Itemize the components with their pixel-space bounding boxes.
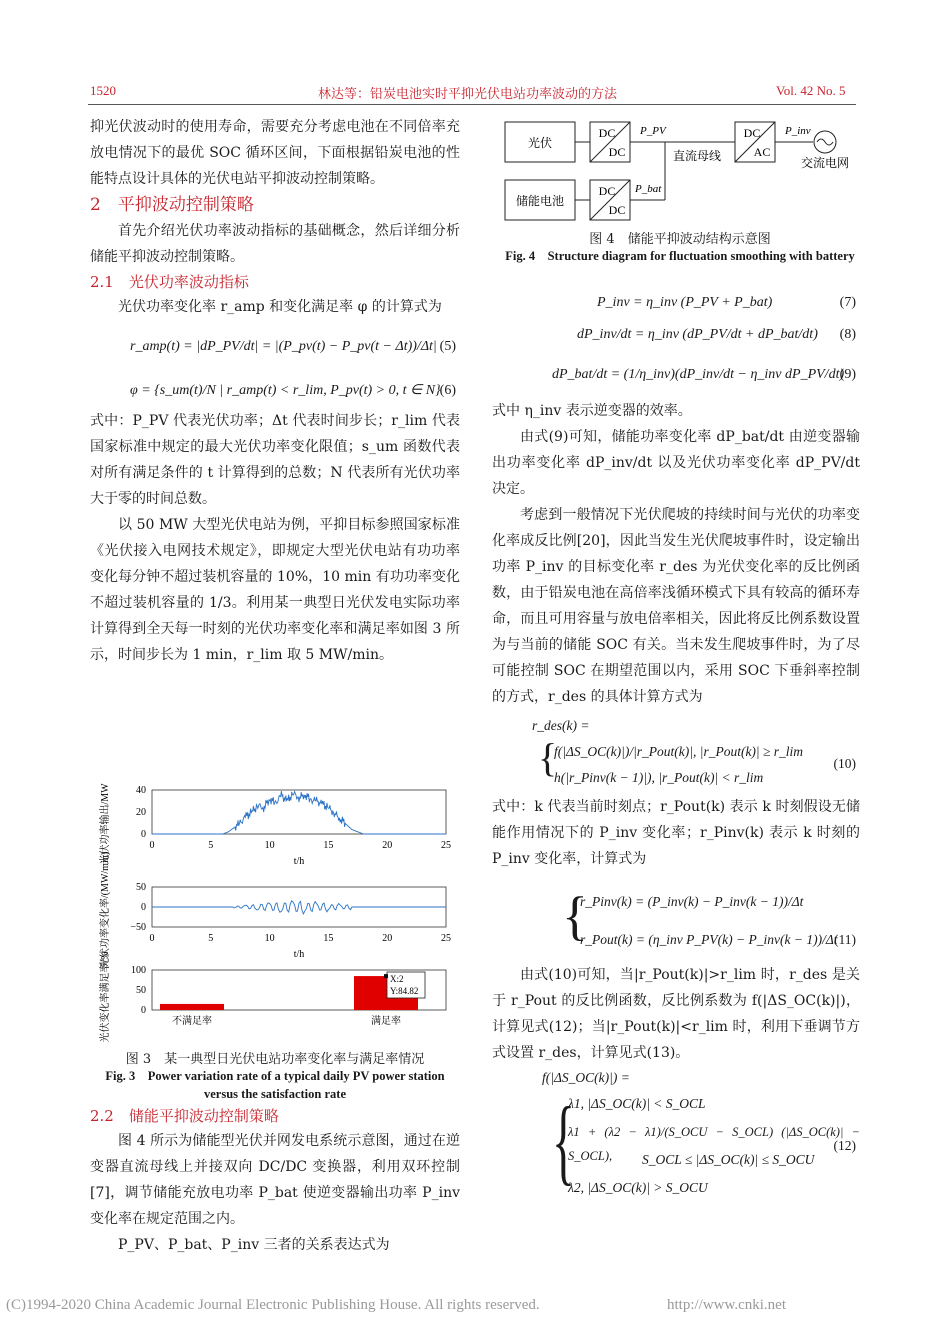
panel2-xtick: 5 (208, 933, 214, 944)
panel3-ytick: 50 (136, 985, 146, 996)
intro-paragraph: 抑光伏波动时的使用寿命，需要充分考虑电池在不同倍率充放电情况下的最优 SOC 循环区间，下面根据铅炭电池的性能特点设计具体的光伏电站平抑波动控制策略。 (90, 119, 460, 187)
p-inv-label: P_inv (785, 125, 811, 137)
equation-8-body: dP_inv/dt = η_inv (dP_PV/dt + dP_bat/dt) (577, 327, 818, 342)
panel2-ytick: 0 (141, 902, 146, 913)
dcac-bottom: AC (753, 145, 771, 159)
footer-copyright: (C)1994-2020 China Academic Journal Electronic Publishing House. All rights reserved. (6, 1297, 540, 1313)
equation-7-body: P_inv = η_inv (P_PV + P_bat) (597, 295, 773, 310)
bar-unsatisfied (160, 1004, 224, 1010)
figure-4-caption (495, 228, 865, 265)
figure-4 (495, 112, 865, 227)
panel1-xtick: 15 (323, 840, 334, 851)
panel1-xtick: 25 (441, 840, 451, 851)
footer (6, 1297, 946, 1314)
datatip-marker (384, 974, 388, 978)
dcdc2-bottom: DC (608, 203, 626, 217)
p-bat-label: P_bat (635, 183, 662, 195)
panel2-ytick: 50 (136, 882, 146, 893)
equation-7-number: (7) (839, 295, 856, 310)
panel2-ytick: −50 (130, 922, 146, 933)
y-axis-label-1: 光伏功率输出/MW (100, 783, 111, 865)
y-axis-label-2: 光伏功率变化率/(MW/min) (100, 851, 111, 969)
equation-10-number: (10) (833, 756, 856, 771)
panel2-xlabel: t/h (293, 949, 305, 960)
equation-6 (90, 370, 460, 408)
equation-10-line1: f(|ΔS_OC(k)|)/|r_Pout(k)|, |r_Pout(k)| ≥ r_lim (554, 744, 804, 759)
dcac-top: DC (743, 126, 761, 140)
panel1-xlabel: t/h (293, 856, 305, 867)
bar-category-label: 不满足率 (172, 1016, 212, 1027)
panel1-xtick: 5 (208, 840, 214, 851)
grid-label: 交流电网 (800, 156, 850, 170)
equation-9 (492, 352, 860, 398)
datatip-y: Y:84.82 (390, 986, 419, 996)
y-axis-label-3: 光伏变化率满足率/% (100, 951, 111, 1043)
figure-3-caption (90, 1042, 460, 1103)
equation-10-line2: h(|r_Pinv(k − 1)|), |r_Pout(k)| < r_lim (554, 770, 764, 785)
paragraph-r-e: 由式(10)可知，当|r_Pout(k)|>r_lim 时，r_des 是关于 r_Pout 的反比例函数，反比例系数为 f(|ΔS_OC(k)|)，计算见式(12)；当|r_Pout(k)|<r_lim 时，利用下垂调节方式设置 r_des，计算见式(13)。 (492, 967, 860, 1061)
equation-7 (492, 288, 860, 316)
equation-12-lhs: f(|ΔS_OC(k)|) = (542, 1070, 630, 1085)
panel2-xtick: 0 (149, 933, 155, 944)
equation-11-brace: { (562, 886, 588, 946)
subsection-2-1-title: 2.1 光伏功率波动指标 (90, 273, 249, 291)
equation-12-line2: λ1 + (λ2 − λ1)/(S_OCU − S_OCL) (|ΔS_OC(k)| − S_OCL), (568, 1125, 860, 1163)
equation-11-line1: r_Pinv(k) = (P_inv(k) − P_inv(k − 1))/Δt (580, 894, 804, 909)
equation-11-line2: r_Pout(k) = (η_inv P_PV(k) − P_inv(k − 1))/Δt (580, 932, 838, 947)
paragraph-2-1-b: 式中：P_PV 代表光伏功率；Δt 代表时间步长；r_lim 代表国家标准中规定的最大光伏功率变化限值；s_um 函数代表对所有满足条件的 t 计算得到的总数；N 代表所有光伏功率大于零的时间总数。 (90, 413, 460, 507)
figure-3-caption-en: Fig. 3 Power variation rate of a typical daily PV power station versus the satisfaction rate (105, 1069, 445, 1101)
subsection-2-2-title: 2.2 储能平抑波动控制策略 (90, 1107, 279, 1125)
bar-category-label: 满足率 (371, 1016, 401, 1027)
figure-3-chart (90, 782, 462, 1047)
dcdc1-top: DC (598, 126, 616, 140)
page-number: 1520 (90, 83, 116, 98)
equation-12 (492, 1066, 860, 1216)
pv-label: 光伏 (527, 136, 553, 150)
panel2-xtick: 15 (323, 933, 334, 944)
equation-9-number: (9) (839, 367, 856, 382)
equation-12-line1: λ1, |ΔS_OC(k)| < S_OCL (568, 1096, 706, 1111)
panel1-ytick: 0 (141, 829, 146, 840)
equation-12-number: (12) (833, 1138, 856, 1153)
left-column-bottom (90, 1104, 460, 1258)
equation-8-number: (8) (839, 327, 856, 342)
figure-3-caption-cn: 图 3 某一典型日光伏电站功率变化率与满足率情况 (125, 1052, 425, 1067)
section-2-title: 2 平抑波动控制策略 (90, 195, 254, 215)
p-pv-label: P_PV (640, 125, 666, 137)
dcdc2-top: DC (598, 184, 616, 198)
paragraph-r-b: 由式(9)可知，储能功率变化率 dP_bat/dt 由逆变器输出功率变化率 dP_inv/dt 以及光伏功率变化率 dP_PV/dt 决定。 (492, 429, 860, 497)
paragraph-2-1-c: 以 50 MW 大型光伏电站为例，平抑目标参照国家标准《光伏接入电网技术规定》，即规定大型光伏电站有功功率变化每分钟不超过装机容量的 10%，10 min 有功功率变化不超过装机容量的 1/3。利用某一典型日光伏发电实际功率计算得到全天每一时刻的光伏功率变化率和满足率如图 3 所示，时间步长为 1 min，r_lim 取 5 MW/min。 (90, 517, 460, 663)
header-rule (88, 104, 856, 105)
figure-4-diagram (495, 112, 865, 227)
figure-4-caption-en: Fig. 4 Structure diagram for fluctuation smoothing with battery (505, 249, 855, 263)
equation-11 (492, 876, 860, 962)
equation-10-lhs: r_des(k) = (532, 718, 590, 733)
panel2-xtick: 20 (382, 933, 393, 944)
panel2-xtick: 10 (264, 933, 275, 944)
footer-url: http://www.cnki.net (666, 1297, 786, 1313)
datatip-x: X:2 (390, 974, 404, 984)
panel1-ytick: 20 (136, 807, 146, 818)
section-2-paragraph: 首先介绍光伏功率波动指标的基础概念，然后详细分析储能平抑波动控制策略。 (90, 223, 460, 265)
volume-info: Vol. 42 No. 5 (776, 83, 846, 98)
equation-10-brace: { (538, 735, 558, 780)
panel1-xtick: 0 (149, 840, 155, 851)
panel1-ytick: 40 (136, 785, 146, 796)
equation-5-number: (5) (439, 339, 456, 354)
bus-label: 直流母线 (673, 149, 722, 163)
equation-12-line3: S_OCL ≤ |ΔS_OC(k)| ≤ S_OCU (642, 1152, 815, 1167)
equation-9-body: dP_bat/dt = (1/η_inv)(dP_inv/dt − η_inv dP_PV/dt) (552, 367, 845, 382)
paragraph-r-d: 式中：k 代表当前时刻点；r_Pout(k) 表示 k 时刻假设无储能作用情况下的 P_inv 变化率；r_Pinv(k) 表示 k 时刻的 P_inv 变化率，计算式为 (492, 799, 860, 867)
panel3-ytick: 0 (141, 1005, 146, 1016)
left-column (90, 114, 460, 668)
dcdc1-bottom: DC (608, 145, 626, 159)
right-column (492, 288, 860, 1216)
panel1-frame (152, 790, 446, 834)
storage-label: 储能电池 (515, 194, 565, 208)
equation-5 (90, 320, 460, 370)
paragraph-r-a: 式中 η_inv 表示逆变器的效率。 (492, 403, 692, 419)
figure-4-caption-cn: 图 4 储能平抑波动结构示意图 (589, 232, 771, 247)
paragraph-2-2-b: P_PV、P_bat、P_inv 三者的关系表达式为 (118, 1237, 390, 1253)
panel2-xtick: 25 (441, 933, 451, 944)
panel1-xtick: 20 (382, 840, 393, 851)
running-title: 林达等：铅炭电池实时平抑光伏电站功率波动的方法 (318, 86, 618, 101)
equation-10 (492, 714, 860, 794)
equation-6-body: φ = {s_um(t)/N | r_amp(t) < r_lim, P_pv(t) > 0, t ∈ N} (130, 383, 441, 398)
panel1-xtick: 10 (264, 840, 275, 851)
equation-11-number: (11) (834, 932, 856, 947)
paragraph-2-1-a: 光伏功率变化率 r_amp 和变化满足率 φ 的计算式为 (118, 299, 442, 315)
equation-6-number: (6) (439, 383, 456, 398)
panel3-ytick: 100 (131, 965, 146, 976)
equation-5-body: r_amp(t) = |dP_PV/dt| = |(P_pv(t) − P_pv(t − Δt))/Δt| (130, 339, 437, 354)
paragraph-r-c: 考虑到一般情况下光伏爬坡的持续时间与光伏的功率变化率成反比例[20]，因此当发生光伏爬坡事件时，设定输出功率 P_inv 的目标变化率 r_des 为光伏变化率的反比例函数，由于铅炭电池在高倍率浅循环模式下具有较高的循环寿命，而且可用容量与放电倍率相关，因此将反比例系数设置为与当前的储能 SOC 有关。当未发生爬坡事件时，为了尽可能控制 SOC 在期望范围以内，采用 SOC 下垂斜率控制的方式，r_des 的具体计算方式为 (492, 507, 860, 705)
equation-12-brace: { (552, 1087, 576, 1194)
equation-8 (492, 316, 860, 352)
paragraph-2-2-a: 图 4 所示为储能型光伏并网发电系统示意图，通过在逆变器直流母线上并接双向 DC/DC 变换器，利用双环控制[7]，调节储能充放电功率 P_bat 使逆变器输出功率 P_inv 变化率在规定范围之内。 (90, 1133, 460, 1227)
equation-12-line4: λ2, |ΔS_OC(k)| > S_OCU (568, 1180, 708, 1195)
figure-3 (90, 782, 462, 1047)
